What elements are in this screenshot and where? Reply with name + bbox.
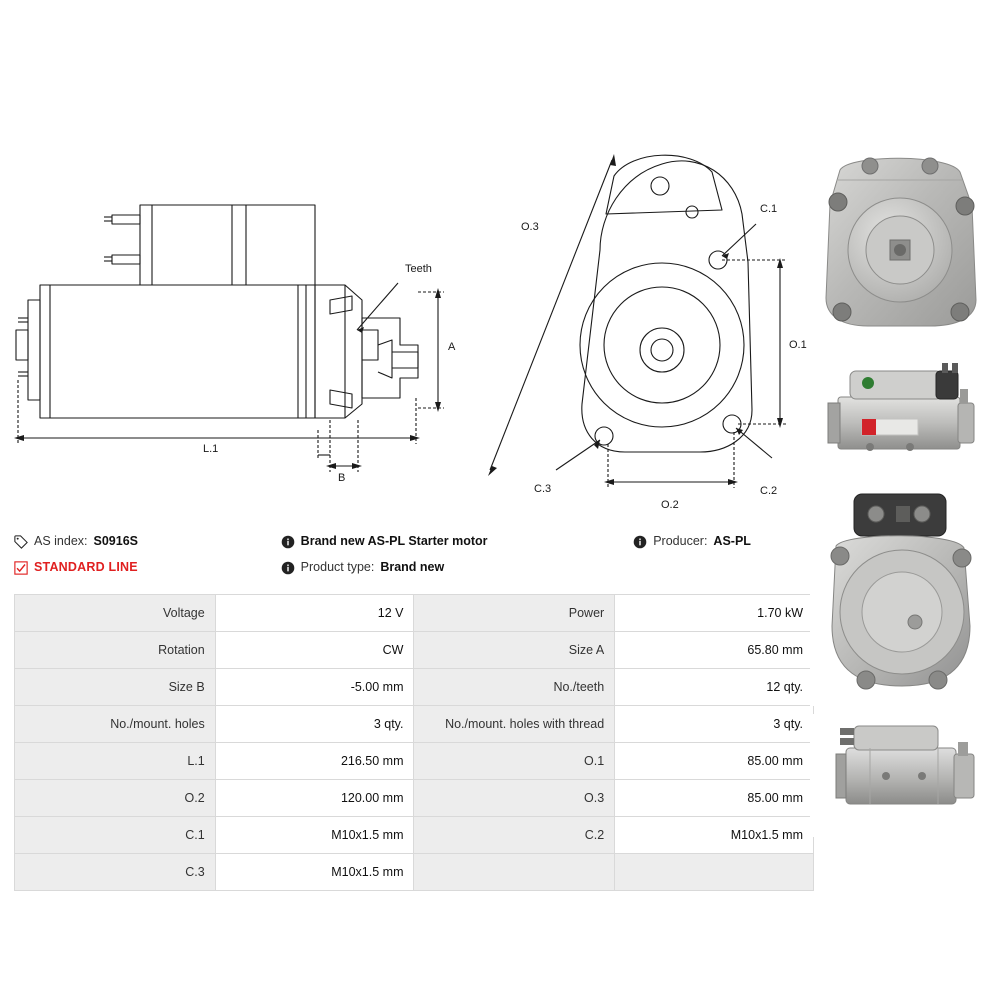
tag-icon <box>14 535 28 549</box>
info-icon <box>281 535 295 549</box>
starter-photo-solenoid-top[interactable] <box>810 486 990 706</box>
as-index-label: AS index: <box>34 534 88 548</box>
spec-value: 85.00 mm <box>615 743 814 780</box>
table-row <box>15 743 814 780</box>
spec-value: -5.00 mm <box>215 669 414 706</box>
label-b: B <box>338 472 346 484</box>
starter-photo-front-flange[interactable] <box>810 140 990 345</box>
as-index <box>14 534 281 548</box>
checkbox-icon <box>14 561 28 575</box>
producer-label: Producer: <box>653 534 708 548</box>
empty-cell <box>615 854 814 891</box>
spec-label: Power <box>414 595 615 632</box>
empty-cell <box>414 854 615 891</box>
product-photo-gallery <box>810 140 990 845</box>
spec-value: CW <box>215 632 414 669</box>
producer <box>633 534 814 548</box>
spec-value: 12 qty. <box>615 669 814 706</box>
spec-label: O.1 <box>414 743 615 780</box>
spec-value: 3 qty. <box>615 706 814 743</box>
brand-new-note <box>281 534 634 548</box>
label-c1: C.1 <box>760 203 778 215</box>
spec-label: C.3 <box>15 854 216 891</box>
spec-label: C.2 <box>414 817 615 854</box>
spec-value: 65.80 mm <box>615 632 814 669</box>
product-info-block <box>14 528 814 580</box>
spec-label: No./mount. holes with thread <box>414 706 615 743</box>
table-row <box>15 595 814 632</box>
spec-label: Rotation <box>15 632 216 669</box>
spec-label: L.1 <box>15 743 216 780</box>
product-type-label: Product type: <box>300 560 375 574</box>
label-o1: O.1 <box>789 339 807 351</box>
spec-value: 85.00 mm <box>615 780 814 817</box>
table-row <box>15 780 814 817</box>
label-c2: C.2 <box>760 485 778 497</box>
table-row <box>15 817 814 854</box>
spec-value: 3 qty. <box>215 706 414 743</box>
spec-label: Size A <box>414 632 615 669</box>
standard-line-text: STANDARD LINE <box>34 560 138 574</box>
spec-value: 216.50 mm <box>215 743 414 780</box>
info-row-2 <box>14 554 814 580</box>
info-icon <box>281 561 295 575</box>
technical-drawings <box>0 0 820 520</box>
drawing-svg <box>0 0 820 520</box>
spec-label: Size B <box>15 669 216 706</box>
producer-value: AS-PL <box>713 534 751 548</box>
starter-photo-rear-view[interactable] <box>810 714 990 837</box>
label-l1: L.1 <box>203 443 219 455</box>
spec-label: O.2 <box>15 780 216 817</box>
spec-value: 12 V <box>215 595 414 632</box>
product-type <box>281 560 634 574</box>
brand-new-text: Brand new AS-PL Starter motor <box>300 534 488 548</box>
specifications-table <box>14 594 814 891</box>
spec-label: No./mount. holes <box>15 706 216 743</box>
table-row <box>15 632 814 669</box>
label-o2: O.2 <box>661 499 679 511</box>
label-c3: C.3 <box>534 483 552 495</box>
table-row <box>15 706 814 743</box>
spec-label: No./teeth <box>414 669 615 706</box>
spec-label: O.3 <box>414 780 615 817</box>
as-index-value: S0916S <box>93 534 138 548</box>
starter-photo-side-view[interactable] <box>810 353 990 478</box>
product-type-value: Brand new <box>380 560 445 574</box>
spec-value: 1.70 kW <box>615 595 814 632</box>
table-row <box>15 669 814 706</box>
spec-value: M10x1.5 mm <box>215 854 414 891</box>
table-row <box>15 854 814 891</box>
label-a: A <box>448 341 456 353</box>
spec-label: C.1 <box>15 817 216 854</box>
standard-line-badge <box>14 560 281 574</box>
info-row-1 <box>14 528 814 554</box>
info-icon <box>633 535 647 549</box>
spec-label: Voltage <box>15 595 216 632</box>
spec-value: M10x1.5 mm <box>215 817 414 854</box>
label-teeth: Teeth <box>405 263 432 275</box>
spec-value: 120.00 mm <box>215 780 414 817</box>
spec-value: M10x1.5 mm <box>615 817 814 854</box>
label-o3: O.3 <box>521 221 539 233</box>
